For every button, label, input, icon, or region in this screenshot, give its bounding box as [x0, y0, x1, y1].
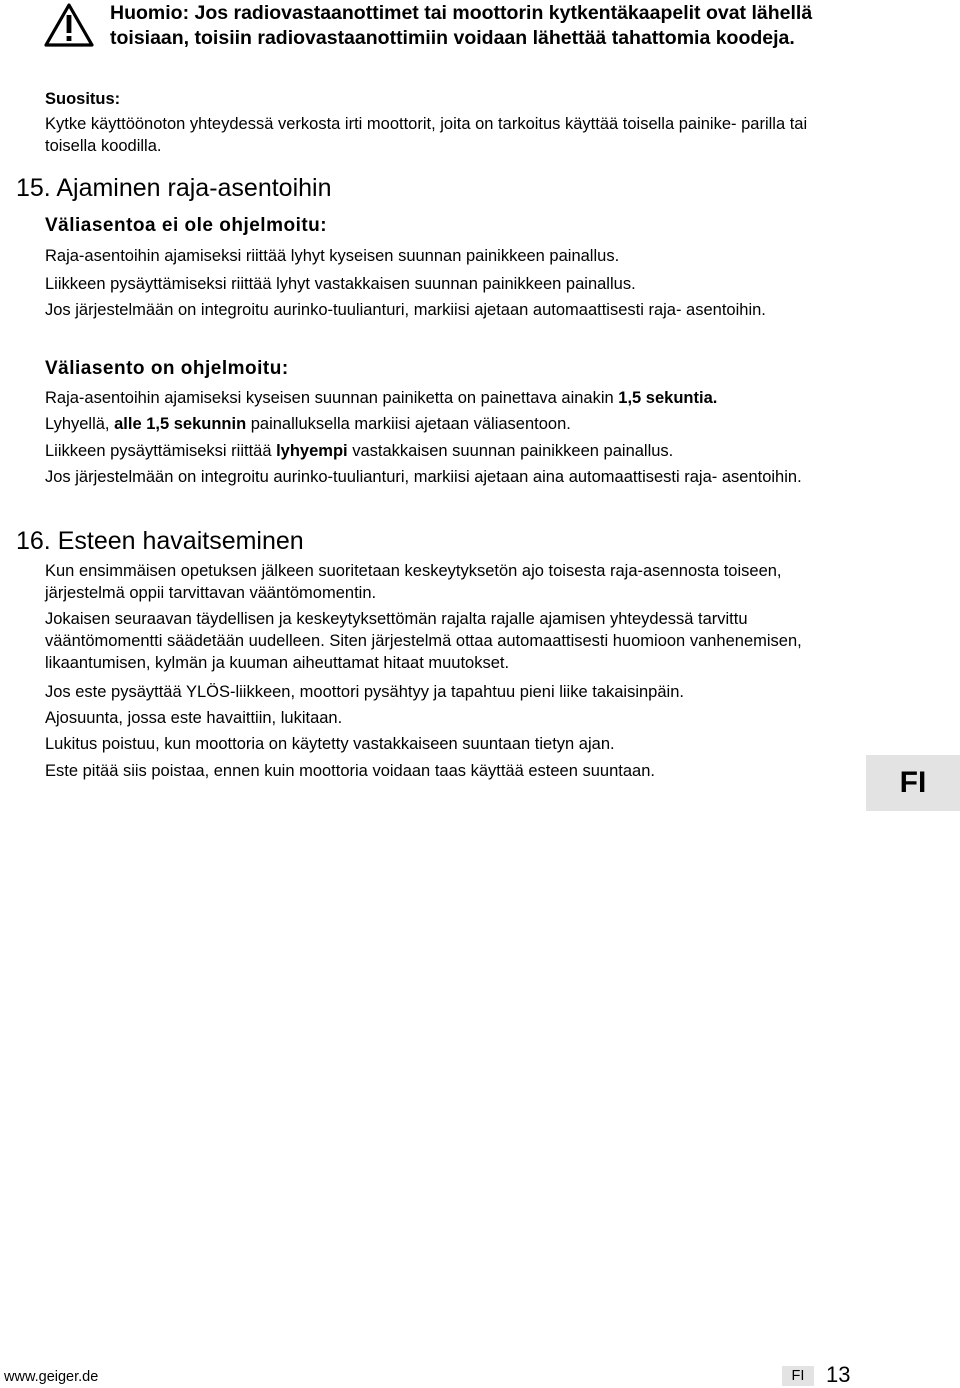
text-run: vastakkaisen suunnan painikkeen painallus. — [347, 442, 674, 460]
section-15-heading — [16, 173, 332, 203]
warning-text: Huomio: Jos radiovastaanottimet tai moottorin kytkentäkaapelit ovat lähellä toisiaan, toisiin radiovastaanottimiin voidaan lähettää tahattomia koodeja. — [110, 2, 813, 49]
footer-url: www.geiger.de — [4, 1369, 99, 1385]
section-16-p3: Jos este pysäyttää YLÖS-liikkeen, moottori pysähtyy ja tapahtuu pieni liike takaisinpäin. — [45, 683, 684, 701]
text-run: Raja-asentoihin ajamiseksi kyseisen suunnan painiketta on painettava ainakin — [45, 389, 619, 407]
section-15-sub1-p2: Liikkeen pysäyttämiseksi riittää lyhyt vastakkaisen suunnan painikkeen painallus. — [45, 275, 636, 293]
footer-language-badge: FI — [782, 1366, 814, 1386]
section-16-p1: Kun ensimmäisen opetuksen jälkeen suoritetaan keskeytyksetön ajo toisesta raja-asennosta toiseen, järjestelmä oppii tarvittavan vääntömomentin. — [45, 562, 782, 602]
section-16-p5: Lukitus poistuu, kun moottoria on käytetty vastakkaiseen suuntaan tietyn ajan. — [45, 735, 615, 753]
section-16-title: Esteen havaitseminen — [57, 527, 304, 555]
section-15-number: 15. — [16, 174, 51, 202]
page-number: 13 — [826, 1362, 851, 1387]
section-16-p6: Este pitää siis poistaa, ennen kuin moottoria voidaan taas käyttää esteen suuntaan. — [45, 762, 655, 780]
recommendation-text: Kytke käyttöönoton yhteydessä verkosta irti moottorit, joita on tarkoitus käyttää toisella painike- parilla tai toisella koodilla. — [45, 115, 808, 155]
section-15-sub2-title: Väliasento on ohjelmoitu: — [45, 358, 289, 379]
section-15-sub2-p2 — [45, 413, 835, 435]
section-15-sub1-p1: Raja-asentoihin ajamiseksi riittää lyhyt kyseisen suunnan painikkeen painallus. — [45, 247, 620, 265]
bold-text-run: 1,5 sekuntia. — [618, 389, 718, 407]
text-run: painalluksella markiisi ajetaan väliasentoon. — [246, 415, 571, 433]
bold-text-run: alle 1,5 sekunnin — [114, 415, 247, 433]
section-15-sub1-p3: Jos järjestelmään on integroitu aurinko-tuulianturi, markiisi ajetaan automaattisesti raja- asentoihin. — [45, 301, 766, 319]
text-run: Liikkeen pysäyttämiseksi riittää — [45, 442, 277, 460]
section-15-title: Ajaminen raja-asentoihin — [56, 174, 332, 202]
section-15-sub1-title: Väliasentoa ei ole ohjelmoitu: — [45, 215, 328, 236]
section-16-number: 16. — [16, 527, 51, 555]
section-15-sub2-p3 — [45, 440, 835, 462]
section-15-sub2-p1 — [45, 387, 835, 409]
section-16-p2: Jokaisen seuraavan täydellisen ja keskeytyksettömän rajalta rajalle ajamisen yhteydessä tarvittu vääntömomentti säädetään uudelleen. Siten järjestelmä ottaa automaattisesti huomioon vanhenemisen, likaantumisen, kylmän ja kuuman aiheuttamat hitaat muutokset. — [45, 610, 802, 672]
language-side-tab: FI — [866, 755, 960, 811]
section-15-sub2-p4: Jos järjestelmään on integroitu aurinko-tuulianturi, markiisi ajetaan aina automaattisesti raja- asentoihin. — [45, 468, 802, 486]
section-16-heading — [16, 526, 304, 556]
section-16-p4: Ajosuunta, jossa este havaittiin, lukitaan. — [45, 709, 343, 727]
warning-triangle-icon — [44, 3, 94, 47]
bold-text-run: lyhyempi — [276, 442, 348, 460]
recommendation-label: Suositus: — [45, 90, 121, 108]
text-run: Lyhyellä, — [45, 415, 115, 433]
